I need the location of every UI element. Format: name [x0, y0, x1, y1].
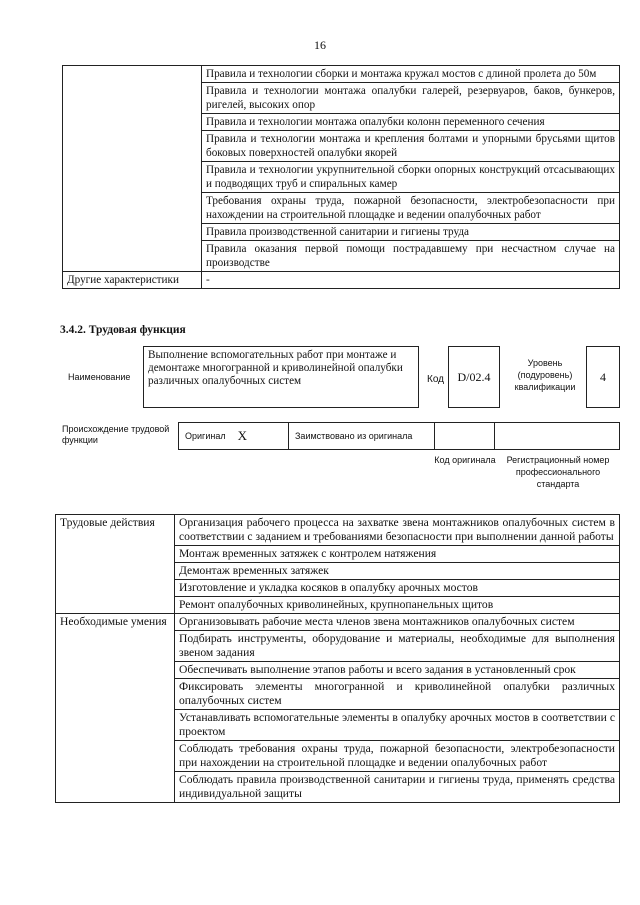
reg-number-label: Регистрационный номер профессионального стандарта — [506, 455, 610, 489]
knowledge-row: Требования охраны труда, пожарной безопасности, электробезопасности при нахождении на строительной площадке и ведении опалубочных работ — [202, 193, 620, 224]
skill-row: Устанавливать вспомогательные элементы в опалубку арочных мостов в соответствии с проектом — [175, 710, 620, 741]
code-label: Код — [427, 374, 445, 385]
qualification-level-box: 4 — [586, 346, 620, 408]
skill-row: Фиксировать элементы многогранной и криволинейной опалубки различных опалубочных систем — [175, 679, 620, 710]
function-code-box: D/02.4 — [448, 346, 500, 408]
knowledge-row: Правила и технологии монтажа и крепления болтами и упорными брусьями щитов боковых поверхностей опалубки якорей — [202, 131, 620, 162]
action-row: Демонтаж временных затяжек — [175, 563, 620, 580]
other-characteristics-label: Другие характеристики — [63, 272, 202, 289]
origin-row — [178, 422, 620, 450]
knowledge-row: Правила и технологии монтажа опалубки колонн переменного сечения — [202, 114, 620, 131]
function-name-box: Выполнение вспомогательных работ при монтаже и демонтаже многогранной и криволинейной опалубки различных опалубочных систем — [143, 346, 419, 408]
action-row: Монтаж временных затяжек с контролем натяжения — [175, 546, 620, 563]
skill-row: Обеспечивать выполнение этапов работы и всего задания в установленный срок — [175, 662, 620, 679]
skill-row: Организовывать рабочие места членов звена монтажников опалубочных систем — [175, 614, 620, 631]
skills-label: Необходимые умения — [56, 614, 175, 803]
skill-row: Соблюдать правила производственной санитарии и гигиены труда, применять средства индивидуальной защиты — [175, 772, 620, 803]
knowledge-row: Правила производственной санитарии и гигиены труда — [202, 224, 620, 241]
name-label: Наименование — [68, 372, 131, 382]
page-number: 16 — [314, 38, 326, 52]
origin-label: Происхождение трудовой функции — [62, 424, 170, 445]
qualification-level-label: Уровень (подуровень) квалификации — [514, 358, 576, 392]
action-row: Ремонт опалубочных криволинейных, крупнопанельных щитов — [175, 597, 620, 614]
original-mark: X — [237, 428, 247, 443]
skill-row: Подбирать инструменты, оборудование и материалы, необходимые для выполнения звеном задания — [175, 631, 620, 662]
code-original-label: Код оригинала — [434, 455, 496, 465]
borrowed-cell — [289, 423, 435, 449]
reg-number-cell — [495, 423, 619, 449]
continuation-table — [62, 65, 620, 289]
section-title: 3.4.2. Трудовая функция — [60, 324, 186, 336]
action-row: Изготовление и укладка косяков в опалубку арочных мостов — [175, 580, 620, 597]
original-cell — [179, 423, 289, 449]
skill-row: Соблюдать требования охраны труда, пожарной безопасности, электробезопасности при нахождении на строительной площадке и ведении опалубочных работ — [175, 741, 620, 772]
other-characteristics-value: - — [202, 272, 620, 289]
actions-label: Трудовые действия — [56, 515, 175, 614]
knowledge-row: Правила и технологии укрупнительной сборки опорных конструкций отсасывающих и подводящих труб и спиральных камер — [202, 162, 620, 193]
borrowed-label: Заимствовано из оригинала — [295, 431, 413, 441]
code-original-cell — [435, 423, 495, 449]
knowledge-row: Правила и технологии монтажа опалубки галерей, резервуаров, баков, бункеров, ригелей, высоких опор — [202, 83, 620, 114]
original-label: Оригинал — [185, 431, 226, 441]
main-table — [55, 514, 620, 803]
empty-label-cell — [63, 66, 202, 272]
action-row: Организация рабочего процесса на захватке звена монтажников опалубочных систем в соответствии с заданием и требованиями безопасности при выполнении данной работы — [175, 515, 620, 546]
knowledge-row: Правила оказания первой помощи пострадавшему при несчастном случае на производстве — [202, 241, 620, 272]
knowledge-row: Правила и технологии сборки и монтажа кружал мостов с длиной пролета до 50м — [202, 66, 620, 83]
